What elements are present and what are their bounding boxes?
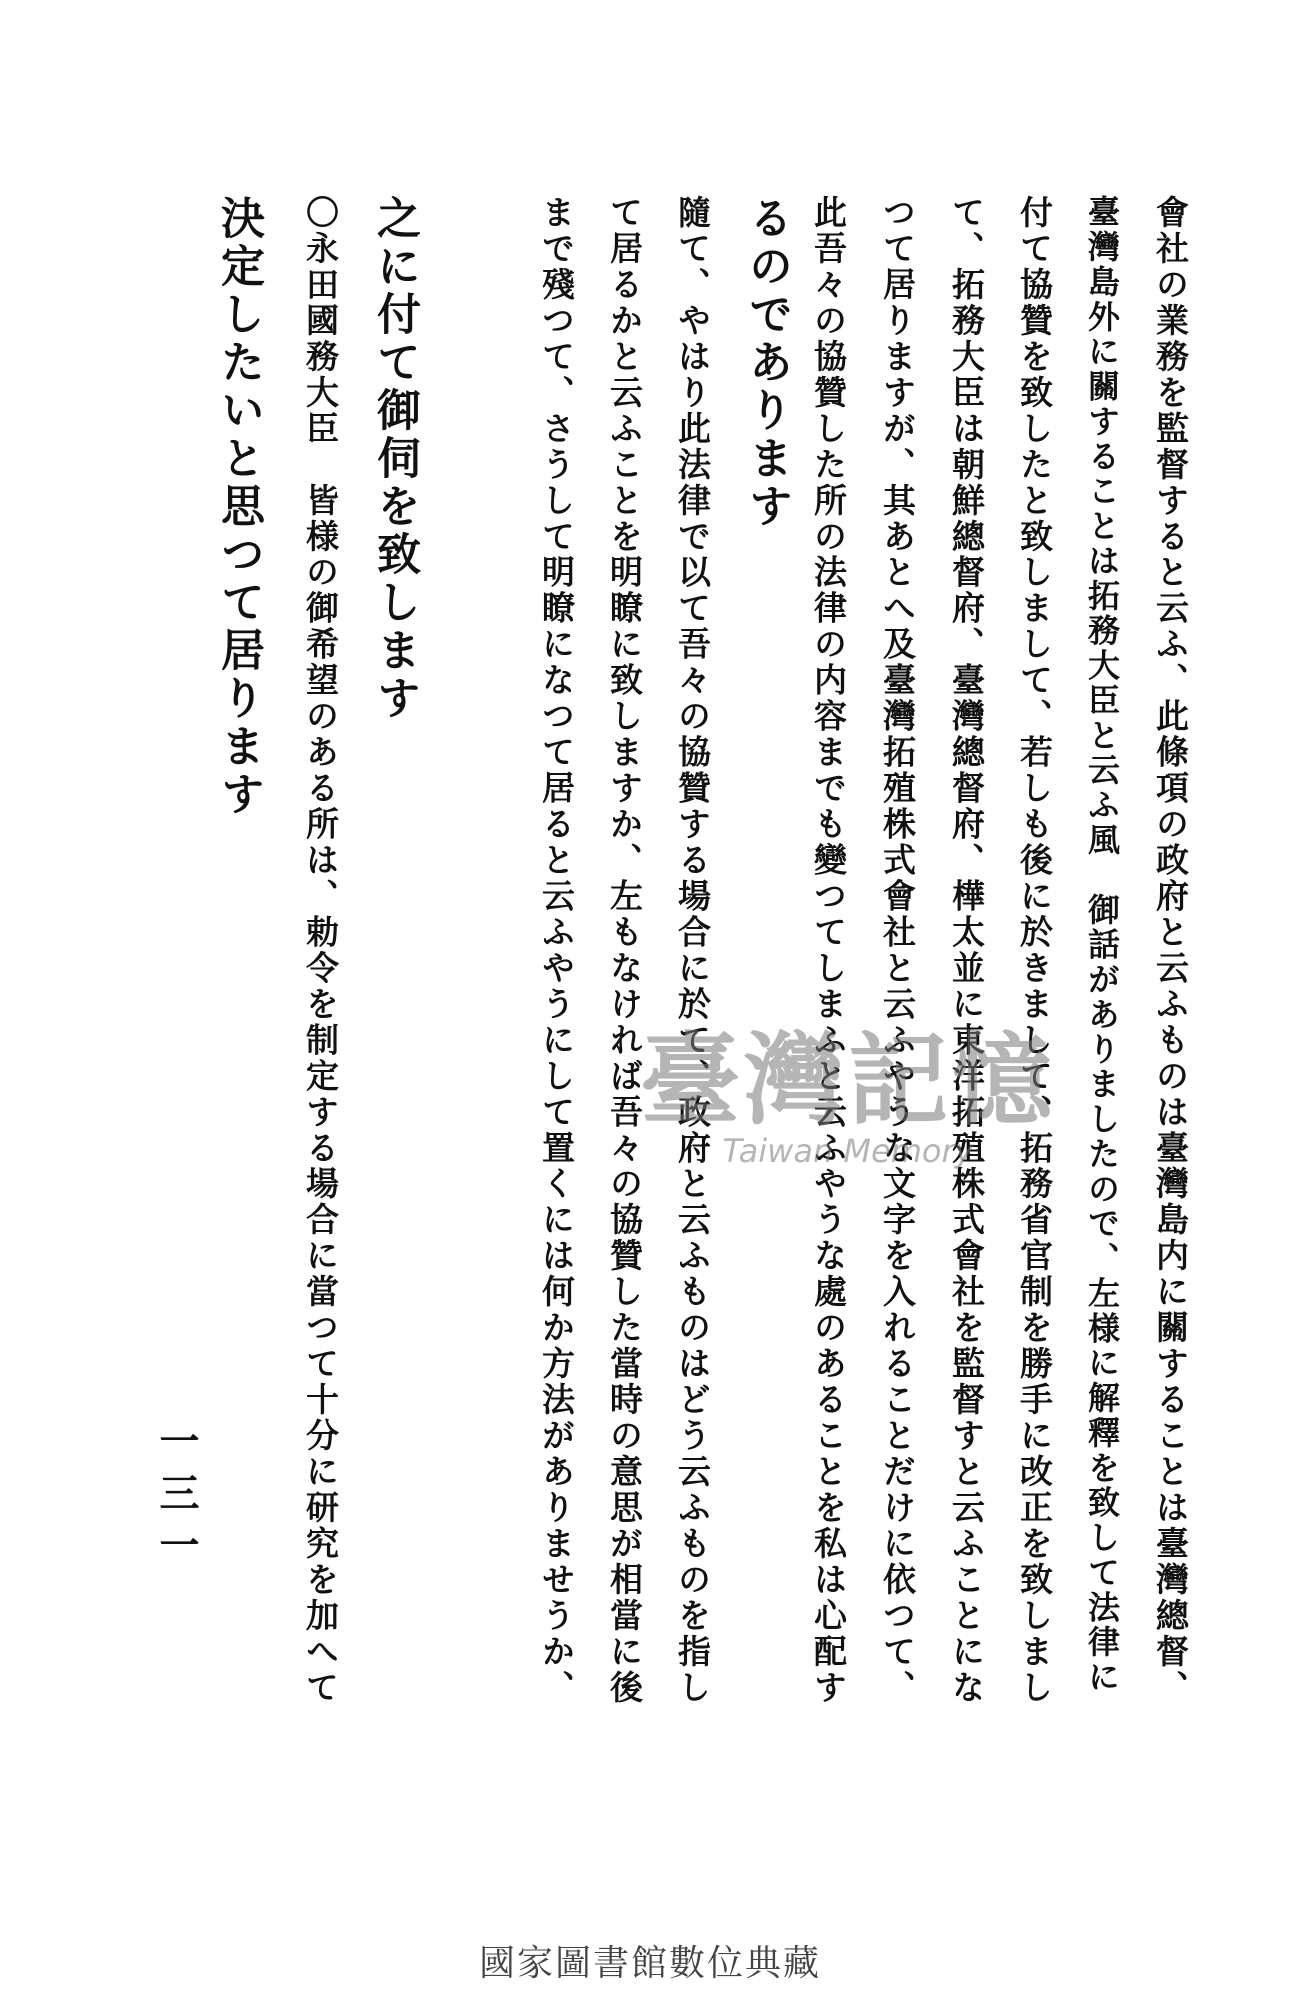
text-column: まで殘つて、さうして明瞭になつて居ると云ふやうにして置くには何か方法がありませうか、: [537, 195, 576, 1706]
text-column: つて居りますが、其あとへ及臺灣拓殖株式會社と云ふやうな文字を入れることだけに依つて、: [878, 195, 917, 1706]
text-column: 會社の業務を監督すると云ふ、此條項の政府と云ふものは臺灣島内に關することは臺灣總督、: [1151, 195, 1190, 1706]
text-column: るのであります: [741, 195, 792, 531]
text-column: 隨て、やはり此法律で以て吾々の協贊する場合に於て、政府と云ふものはどう云ふものを指し: [673, 195, 712, 1706]
page-number: 一三一: [153, 1420, 200, 1576]
text-column: 〇永田國務大臣 皆様の御希望のある所は、勅令を制定する場合に當つて十分に研究を加へて: [301, 195, 340, 1706]
watermark-chinese: 臺灣記憶: [640, 1022, 1056, 1139]
text-column: 決定したいと思つて居ります: [213, 195, 264, 819]
text-column: て、拓務大臣は朝鮮總督府、臺灣總督府、樺太並に東洋拓殖株式會社を監督すと云ふことにな: [947, 195, 986, 1706]
text-column: 之に付て御伺を致します: [369, 195, 420, 723]
text-column: 臺灣島外に關することは拓務大臣と云ふ風 御話がありましたので、左様に解釋を致して法律に: [1083, 195, 1121, 1695]
watermark-english: Taiwan Memory: [722, 1132, 974, 1170]
text-column: 付て協贊を致したと致しまして、若しも後に於きまして、拓務省官制を勝手に改正を致しまし: [1015, 195, 1054, 1706]
footer-caption: 國家圖書館數位典藏: [478, 1943, 821, 1984]
text-column: 此吾々の協贊した所の法律の内容までも變つてしまふと云ふやうな處のあることを私は心配す: [809, 195, 848, 1706]
text-column: て居るかと云ふことを明瞭に致しますか、左もなければ吾々の協贊した當時の意思が相當に後: [605, 195, 644, 1706]
